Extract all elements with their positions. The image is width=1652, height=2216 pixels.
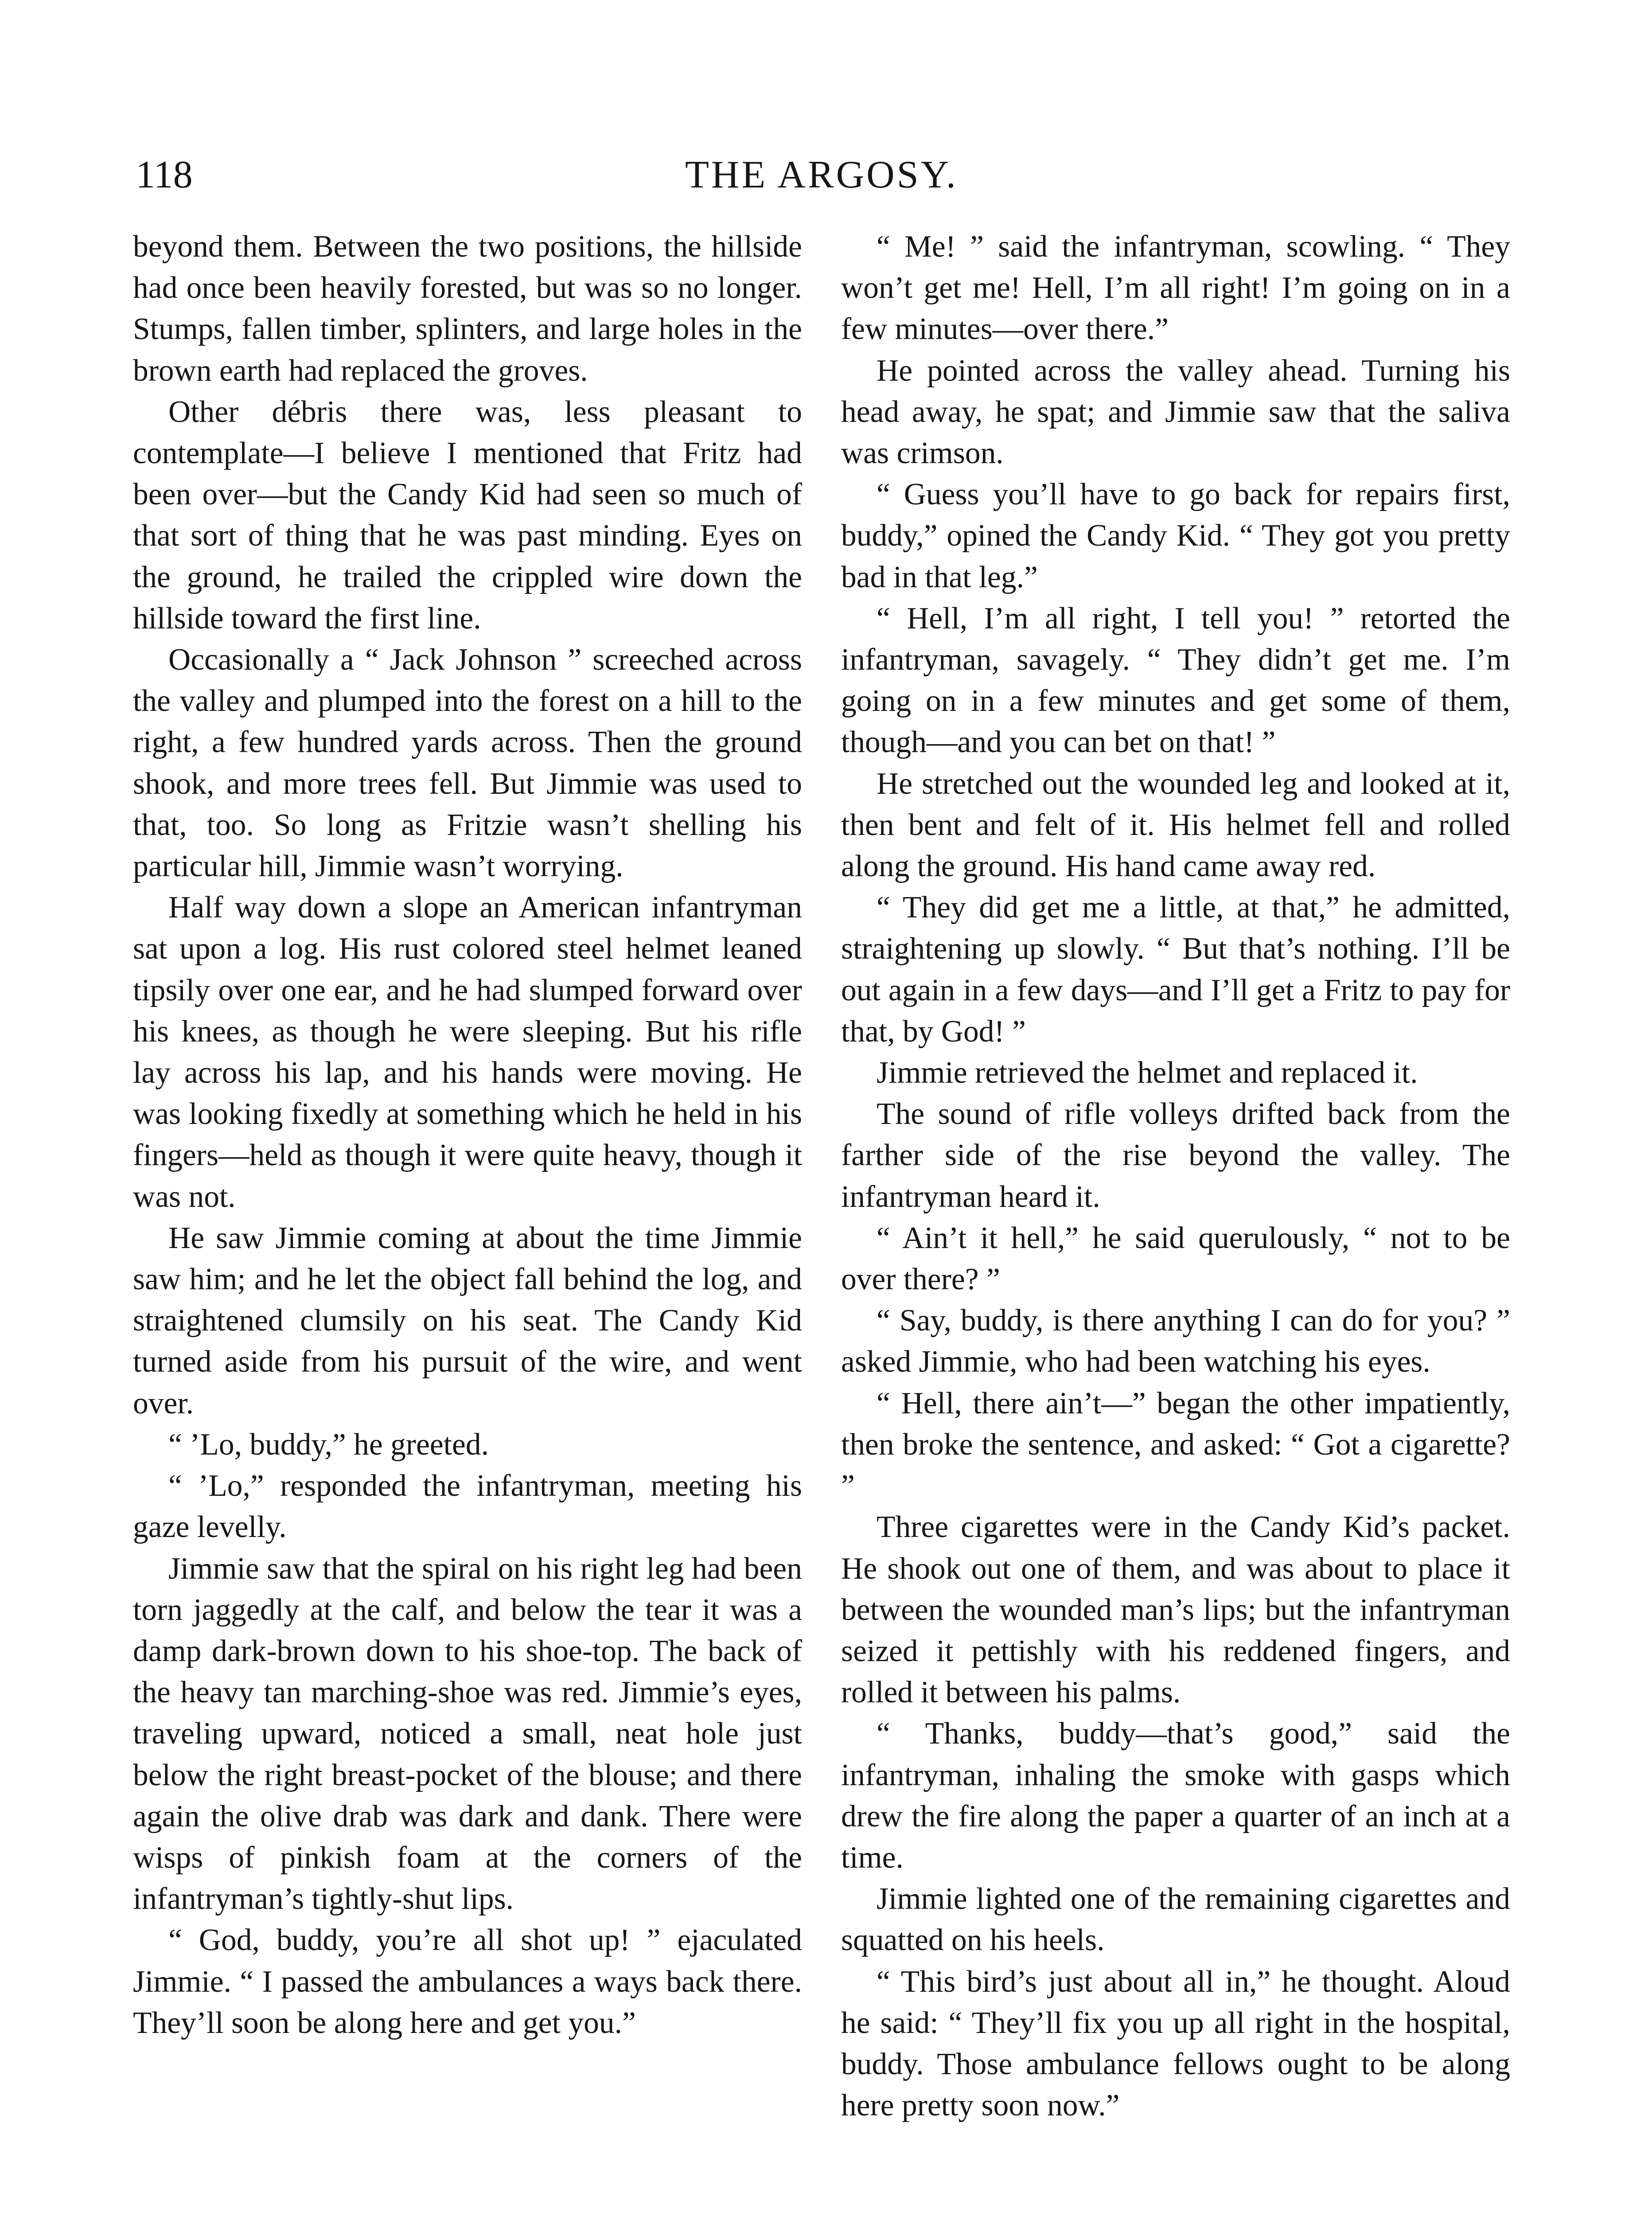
paragraph: “ Say, buddy, is there anything I can do for you? ” asked Jimmie, who had been watching his eyes.	[841, 1303, 1510, 1379]
paragraph: Jimmie retrieved the helmet and replaced it.	[877, 1056, 1418, 1090]
paragraph: “ Ain’t it hell,” he said querulously, “ not to be over there? ”	[841, 1221, 1510, 1297]
page-header	[136, 151, 1508, 208]
running-head: THE ARGOSY.	[685, 153, 958, 196]
paragraph: Jimmie saw that the spiral on his right leg had been torn jaggedly at the calf, and below the tear it was a damp dark-brown down to his shoe-top. The back of the heavy tan marching-shoe was red. Jimmie’s eyes, traveling upward, noticed a small, neat hole just below the right breast-pocket of the blouse; and there again the olive drab was dark and dank. There were wisps of pinkish foam at the corners of the infantryman’s tightly-shut lips.	[133, 1551, 802, 1916]
left-column	[133, 226, 802, 2044]
paragraph: Half way down a slope an American infantryman sat upon a log. His rust colored steel helmet leaned tipsily over one ear, and he had slumped forward over his knees, as though he were sleeping. But his rifle lay across his lap, and his hands were moving. He was looking fixedly at something which he held in his fingers—held as though it were quite heavy, though it was not.	[133, 890, 802, 1214]
paragraph: “ Hell, I’m all right, I tell you! ” retorted the infantryman, savagely. “ They didn’t get me. I’m going on in a few minutes and get some of them, though—and you can bet on that! ”	[841, 601, 1510, 760]
paragraph: “ ’Lo, buddy,” he greeted.	[168, 1427, 489, 1462]
paragraph: “ ’Lo,” responded the infantryman, meeting his gaze levelly.	[133, 1469, 802, 1545]
paragraph: “ Guess you’ll have to go back for repairs first, buddy,” opined the Candy Kid. “ They got you pretty bad in that leg.”	[841, 477, 1510, 594]
paragraph: “ Me! ” said the infantryman, scowling. “ They won’t get me! Hell, I’m all right! I’m going on in a few minutes—over there.”	[841, 230, 1510, 347]
paragraph: “ Thanks, buddy—that’s good,” said the infantryman, inhaling the smoke with gasps which drew the fire along the paper a quarter of an inch at a time.	[841, 1717, 1510, 1875]
paragraph: Occasionally a “ Jack Johnson ” screeched across the valley and plumped into the forest on a hill to the right, a few hundred yards across. Then the ground shook, and more trees fell. But Jimmie was used to that, too. So long as Fritzie wasn’t shelling his particular hill, Jimmie wasn’t worrying.	[133, 643, 802, 884]
page-number: 118	[136, 153, 193, 196]
paragraph: Other débris there was, less pleasant to contemplate—I believe I mentioned that Fritz had been over—but the Candy Kid had seen so much of that sort of thing that he was past minding. Eyes on the ground, he trailed the crippled wire down the hillside toward the first line.	[133, 394, 802, 636]
paragraph: He pointed across the valley ahead. Turning his head away, he spat; and Jimmie saw that the saliva was crimson.	[841, 353, 1510, 471]
paragraph: Three cigarettes were in the Candy Kid’s packet. He shook out one of them, and was about to place it between the wounded man’s lips; but the infantryman seized it pettishly with his reddened fingers, and rolled it between his palms.	[841, 1510, 1510, 1710]
paragraph: The sound of rifle volleys drifted back from the farther side of the rise beyond the valley. The infantryman heard it.	[841, 1097, 1510, 1214]
paragraph: “ Hell, there ain’t—” began the other impatiently, then broke the sentence, and asked: “ Got a cigarette? ”	[841, 1386, 1510, 1503]
right-column	[841, 226, 1510, 2126]
paragraph: He saw Jimmie coming at about the time Jimmie saw him; and he let the object fall behind the log, and straightened clumsily on his seat. The Candy Kid turned aside from his pursuit of the wire, and went over.	[133, 1221, 802, 1420]
paragraph: Jimmie lighted one of the remaining cigarettes and squatted on his heels.	[841, 1882, 1510, 1958]
paragraph: “ God, buddy, you’re all shot up! ” ejaculated Jimmie. “ I passed the ambulances a ways back there. They’ll soon be along here and get you.”	[133, 1923, 802, 2040]
paragraph: He stretched out the wounded leg and looked at it, then bent and felt of it. His helmet fell and rolled along the ground. His hand came away red.	[841, 766, 1510, 884]
paragraph: “ This bird’s just about all in,” he thought. Aloud he said: “ They’ll fix you up all right in the hospital, buddy. Those ambulance fellows ought to be along here pretty soon now.”	[841, 1964, 1510, 2123]
paragraph: beyond them. Between the two positions, the hillside had once been heavily forested, but was so no longer. Stumps, fallen timber, splinters, and large holes in the brown earth had replaced the groves.	[133, 230, 802, 388]
paragraph: “ They did get me a little, at that,” he admitted, straightening up slowly. “ But that’s nothing. I’ll be out again in a few days—and I’ll get a Fritz to pay for that, by God! ”	[841, 890, 1510, 1049]
